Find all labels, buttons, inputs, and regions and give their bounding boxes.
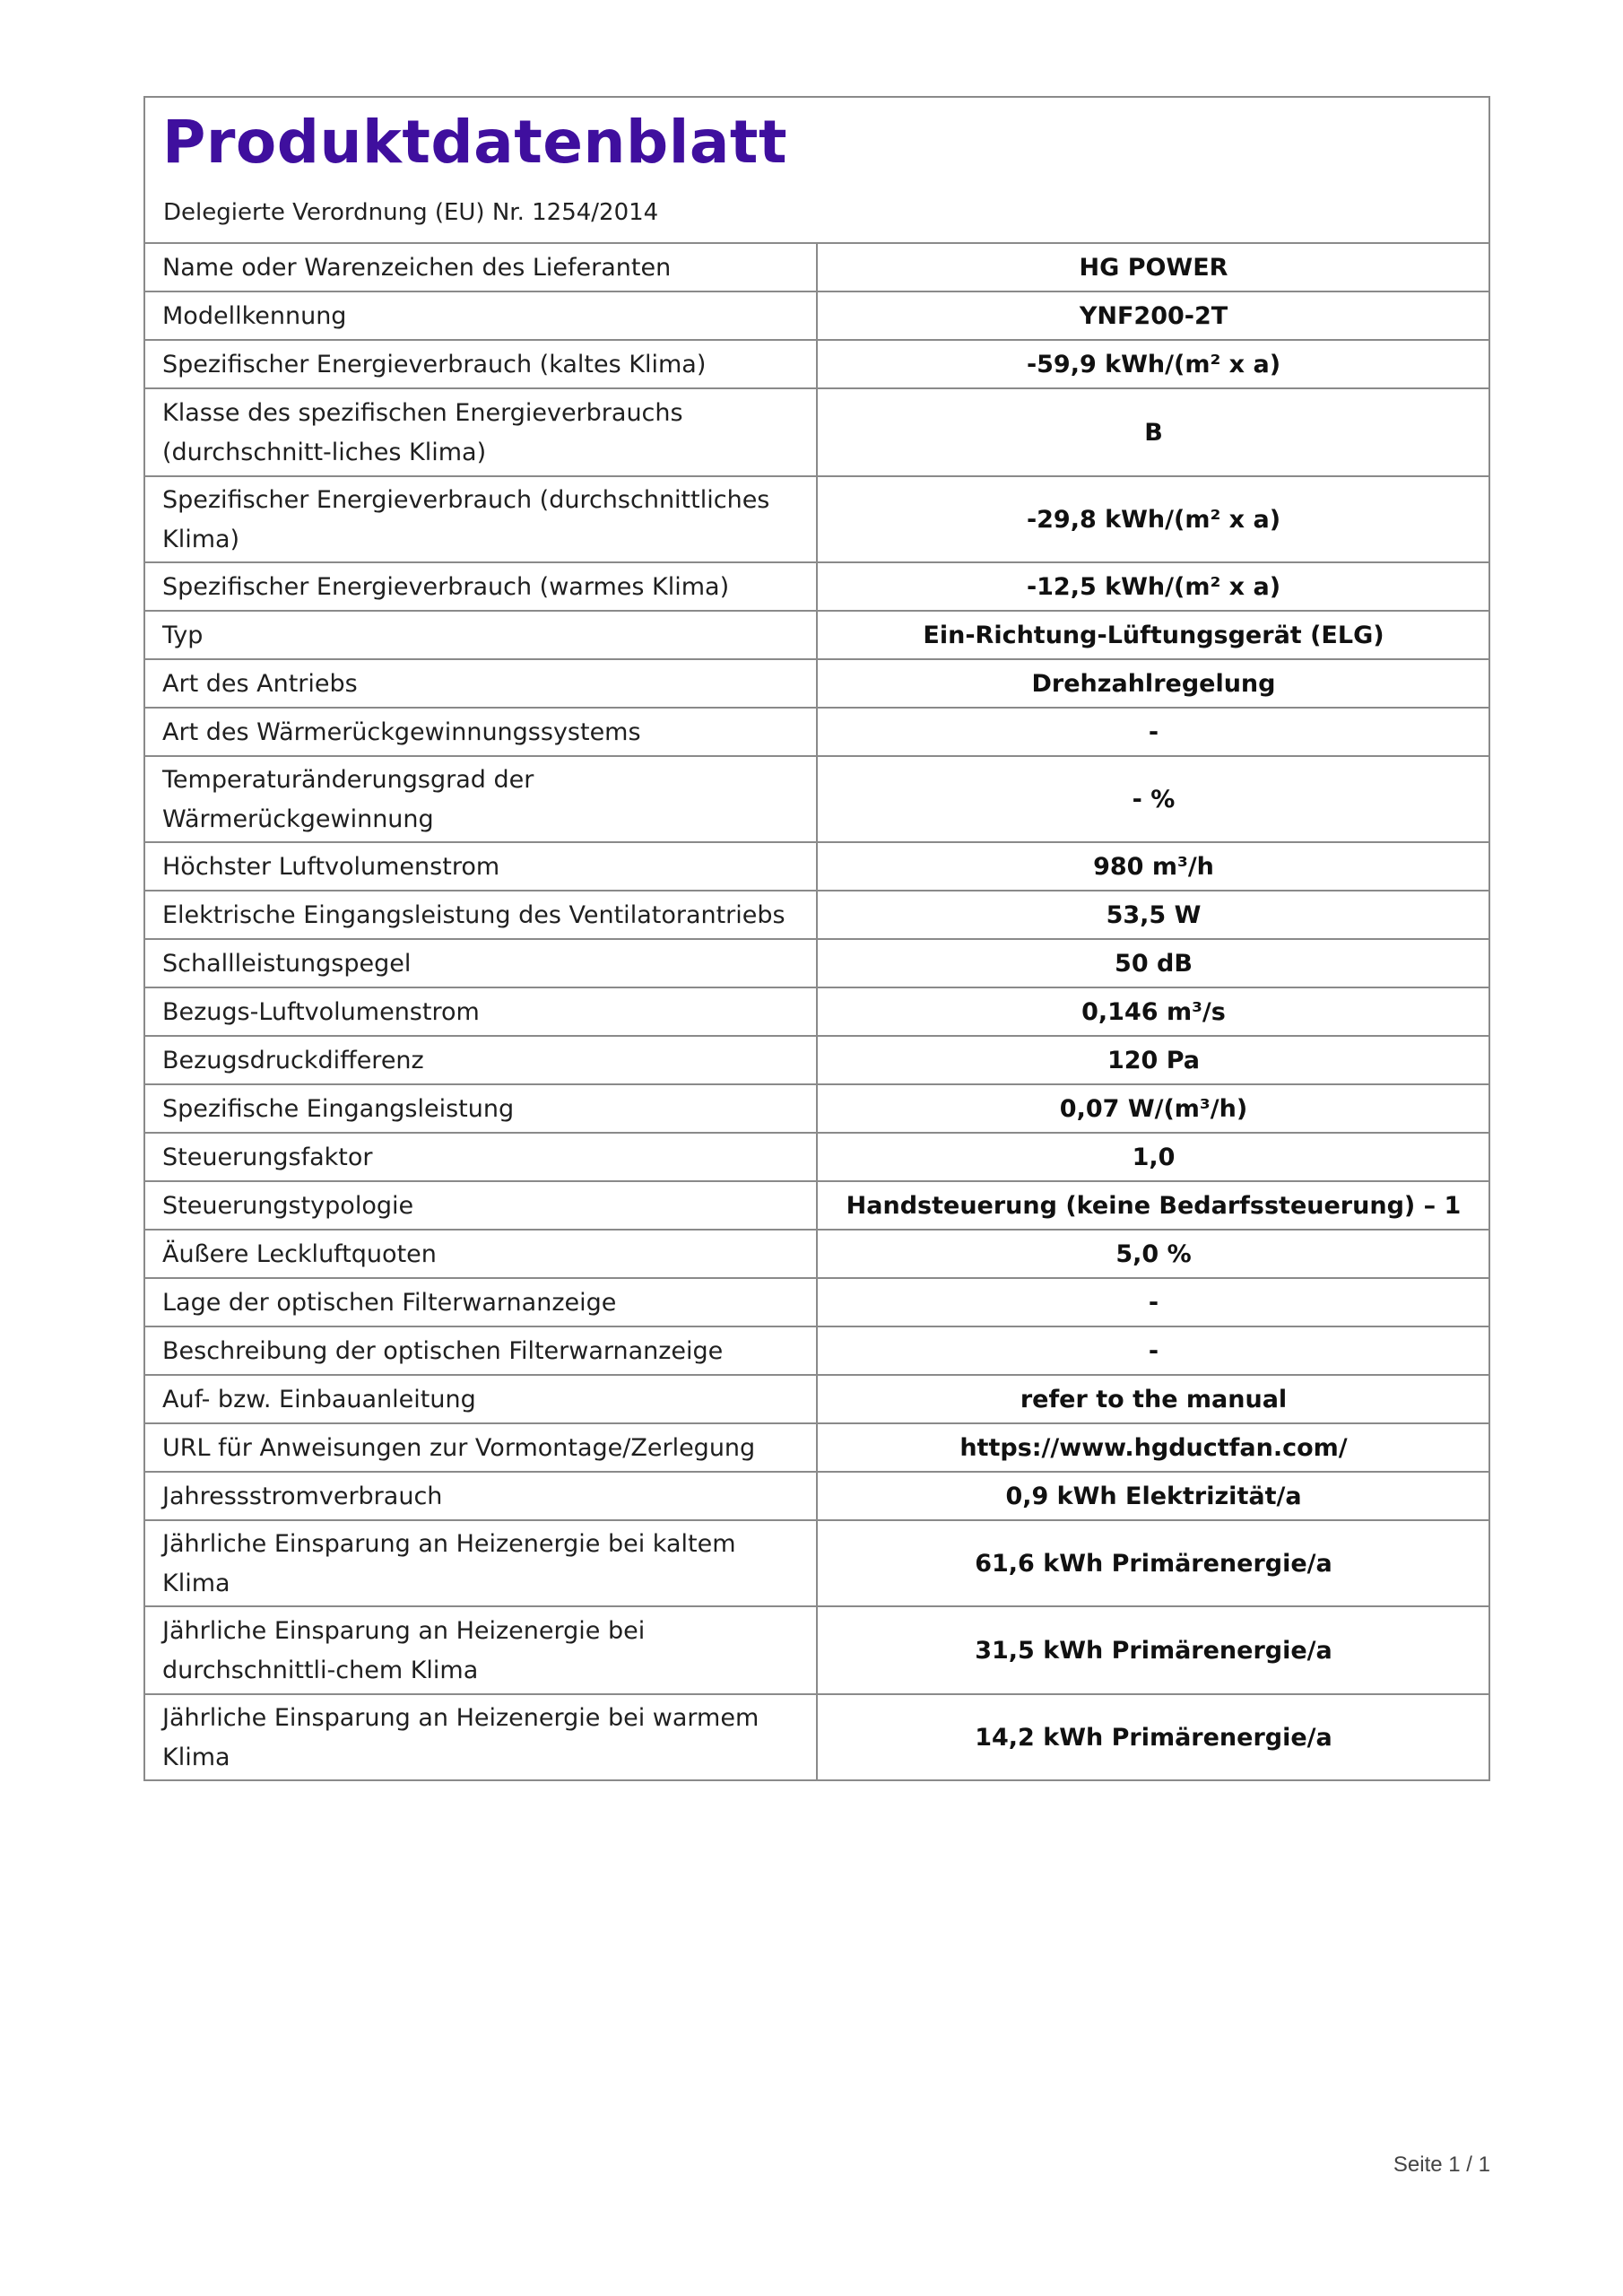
row-label: Auf- bzw. Einbauanleitung — [145, 1375, 817, 1423]
row-value: YNF200-2T — [817, 291, 1488, 340]
row-label: Äußere Leckluftquoten — [145, 1230, 817, 1278]
row-label: Bezugs-Luftvolumenstrom — [145, 987, 817, 1036]
row-label: Art des Wärmerückgewinnungssystems — [145, 708, 817, 756]
row-label: Höchster Luftvolumenstrom — [145, 842, 817, 891]
table-row — [145, 340, 1488, 388]
table-row — [145, 939, 1488, 987]
row-label: Steuerungsfaktor — [145, 1133, 817, 1181]
product-data-table — [145, 244, 1488, 1779]
page-title: Produktdatenblatt — [162, 108, 788, 177]
row-label: Jährliche Einsparung an Heizenergie bei durchschnittli-chem Klima — [145, 1606, 817, 1694]
row-value: -29,8 kWh/(m² x a) — [817, 476, 1488, 562]
row-value: 0,07 W/(m³/h) — [817, 1084, 1488, 1133]
row-value: -59,9 kWh/(m² x a) — [817, 340, 1488, 388]
row-label: Spezifischer Energieverbrauch (warmes Klima) — [145, 562, 817, 611]
row-value: Handsteuerung (keine Bedarfssteuerung) – 1 — [817, 1181, 1488, 1230]
table-row — [145, 1423, 1488, 1472]
table-row — [145, 1472, 1488, 1520]
regulation-reference: Delegierte Verordnung (EU) Nr. 1254/2014 — [163, 199, 659, 226]
row-value: HG POWER — [1079, 254, 1228, 282]
row-value: 31,5 kWh Primärenergie/a — [817, 1606, 1488, 1694]
row-label: Bezugsdruckdifferenz — [145, 1036, 817, 1084]
table-row — [145, 291, 1488, 340]
table-row — [145, 1084, 1488, 1133]
row-label: Temperaturänderungsgrad der Wärmerückgewinnung — [145, 756, 817, 842]
table-row — [145, 476, 1488, 562]
row-value: 1,0 — [817, 1133, 1488, 1181]
row-label: Modellkennung — [145, 291, 817, 340]
table-row — [145, 1326, 1488, 1375]
row-value: 5,0 % — [817, 1230, 1488, 1278]
row-value: 61,6 kWh Primärenergie/a — [817, 1520, 1488, 1606]
table-row — [145, 1133, 1488, 1181]
row-label: Jährliche Einsparung an Heizenergie bei warmem Klima — [145, 1694, 817, 1779]
row-value: -12,5 kWh/(m² x a) — [817, 562, 1488, 611]
table-row — [145, 842, 1488, 891]
row-value: - — [817, 708, 1488, 756]
row-value: 14,2 kWh Primärenergie/a — [817, 1694, 1488, 1779]
row-value: 120 Pa — [817, 1036, 1488, 1084]
row-value: 50 dB — [817, 939, 1488, 987]
row-value: 980 m³/h — [817, 842, 1488, 891]
row-label: Klasse des spezifischen Energieverbrauchs (durchschnitt-liches Klima) — [145, 388, 817, 476]
table-row — [145, 987, 1488, 1036]
row-label: Schallleistungspegel — [145, 939, 817, 987]
row-value: refer to the manual — [817, 1375, 1488, 1423]
row-value: Ein-Richtung-Lüftungsgerät (ELG) — [817, 611, 1488, 659]
table-row — [145, 562, 1488, 611]
row-label: Lage der optischen Filterwarnanzeige — [145, 1278, 817, 1326]
row-value: B — [817, 388, 1488, 476]
table-row — [145, 388, 1488, 476]
table-row — [145, 1181, 1488, 1230]
row-label: Typ — [145, 611, 817, 659]
row-label: Spezifischer Energieverbrauch (kaltes Klima) — [145, 340, 817, 388]
product-data-sheet — [143, 96, 1490, 1781]
row-label: Art des Antriebs — [145, 659, 817, 708]
table-row — [145, 1375, 1488, 1423]
row-label: Elektrische Eingangsleistung des Ventilatorantriebs — [145, 891, 817, 939]
table-row — [145, 756, 1488, 842]
row-label: Steuerungstypologie — [145, 1181, 817, 1230]
table-row — [145, 1520, 1488, 1606]
row-value: - % — [817, 756, 1488, 842]
table-row — [145, 659, 1488, 708]
table-row — [145, 1694, 1488, 1779]
row-value: - — [817, 1326, 1488, 1375]
table-row — [145, 1606, 1488, 1694]
row-value: Drehzahlregelung — [817, 659, 1488, 708]
row-value: https://www.hgductfan.com/ — [817, 1423, 1488, 1472]
row-value: - — [817, 1278, 1488, 1326]
row-label: Spezifische Eingangsleistung — [145, 1084, 817, 1133]
table-row — [145, 891, 1488, 939]
table-row — [145, 1036, 1488, 1084]
table-row — [145, 1230, 1488, 1278]
row-label: Jährliche Einsparung an Heizenergie bei kaltem Klima — [145, 1520, 817, 1606]
sheet-header — [145, 98, 1488, 244]
page-number: Seite 1 / 1 — [1393, 2152, 1490, 2177]
row-label: Jahressstromverbrauch — [145, 1472, 817, 1520]
table-row — [145, 611, 1488, 659]
row-value: 0,9 kWh Elektrizität/a — [817, 1472, 1488, 1520]
table-row — [145, 708, 1488, 756]
row-value: 53,5 W — [817, 891, 1488, 939]
row-label: Spezifischer Energieverbrauch (durchschnittliches Klima) — [145, 476, 817, 562]
row-label: Beschreibung der optischen Filterwarnanzeige — [145, 1326, 817, 1375]
row-value: 0,146 m³/s — [817, 987, 1488, 1036]
table-row — [145, 244, 1488, 291]
row-label: Name oder Warenzeichen des Lieferanten — [145, 244, 817, 291]
row-label: URL für Anweisungen zur Vormontage/Zerlegung — [145, 1423, 817, 1472]
table-row — [145, 1278, 1488, 1326]
